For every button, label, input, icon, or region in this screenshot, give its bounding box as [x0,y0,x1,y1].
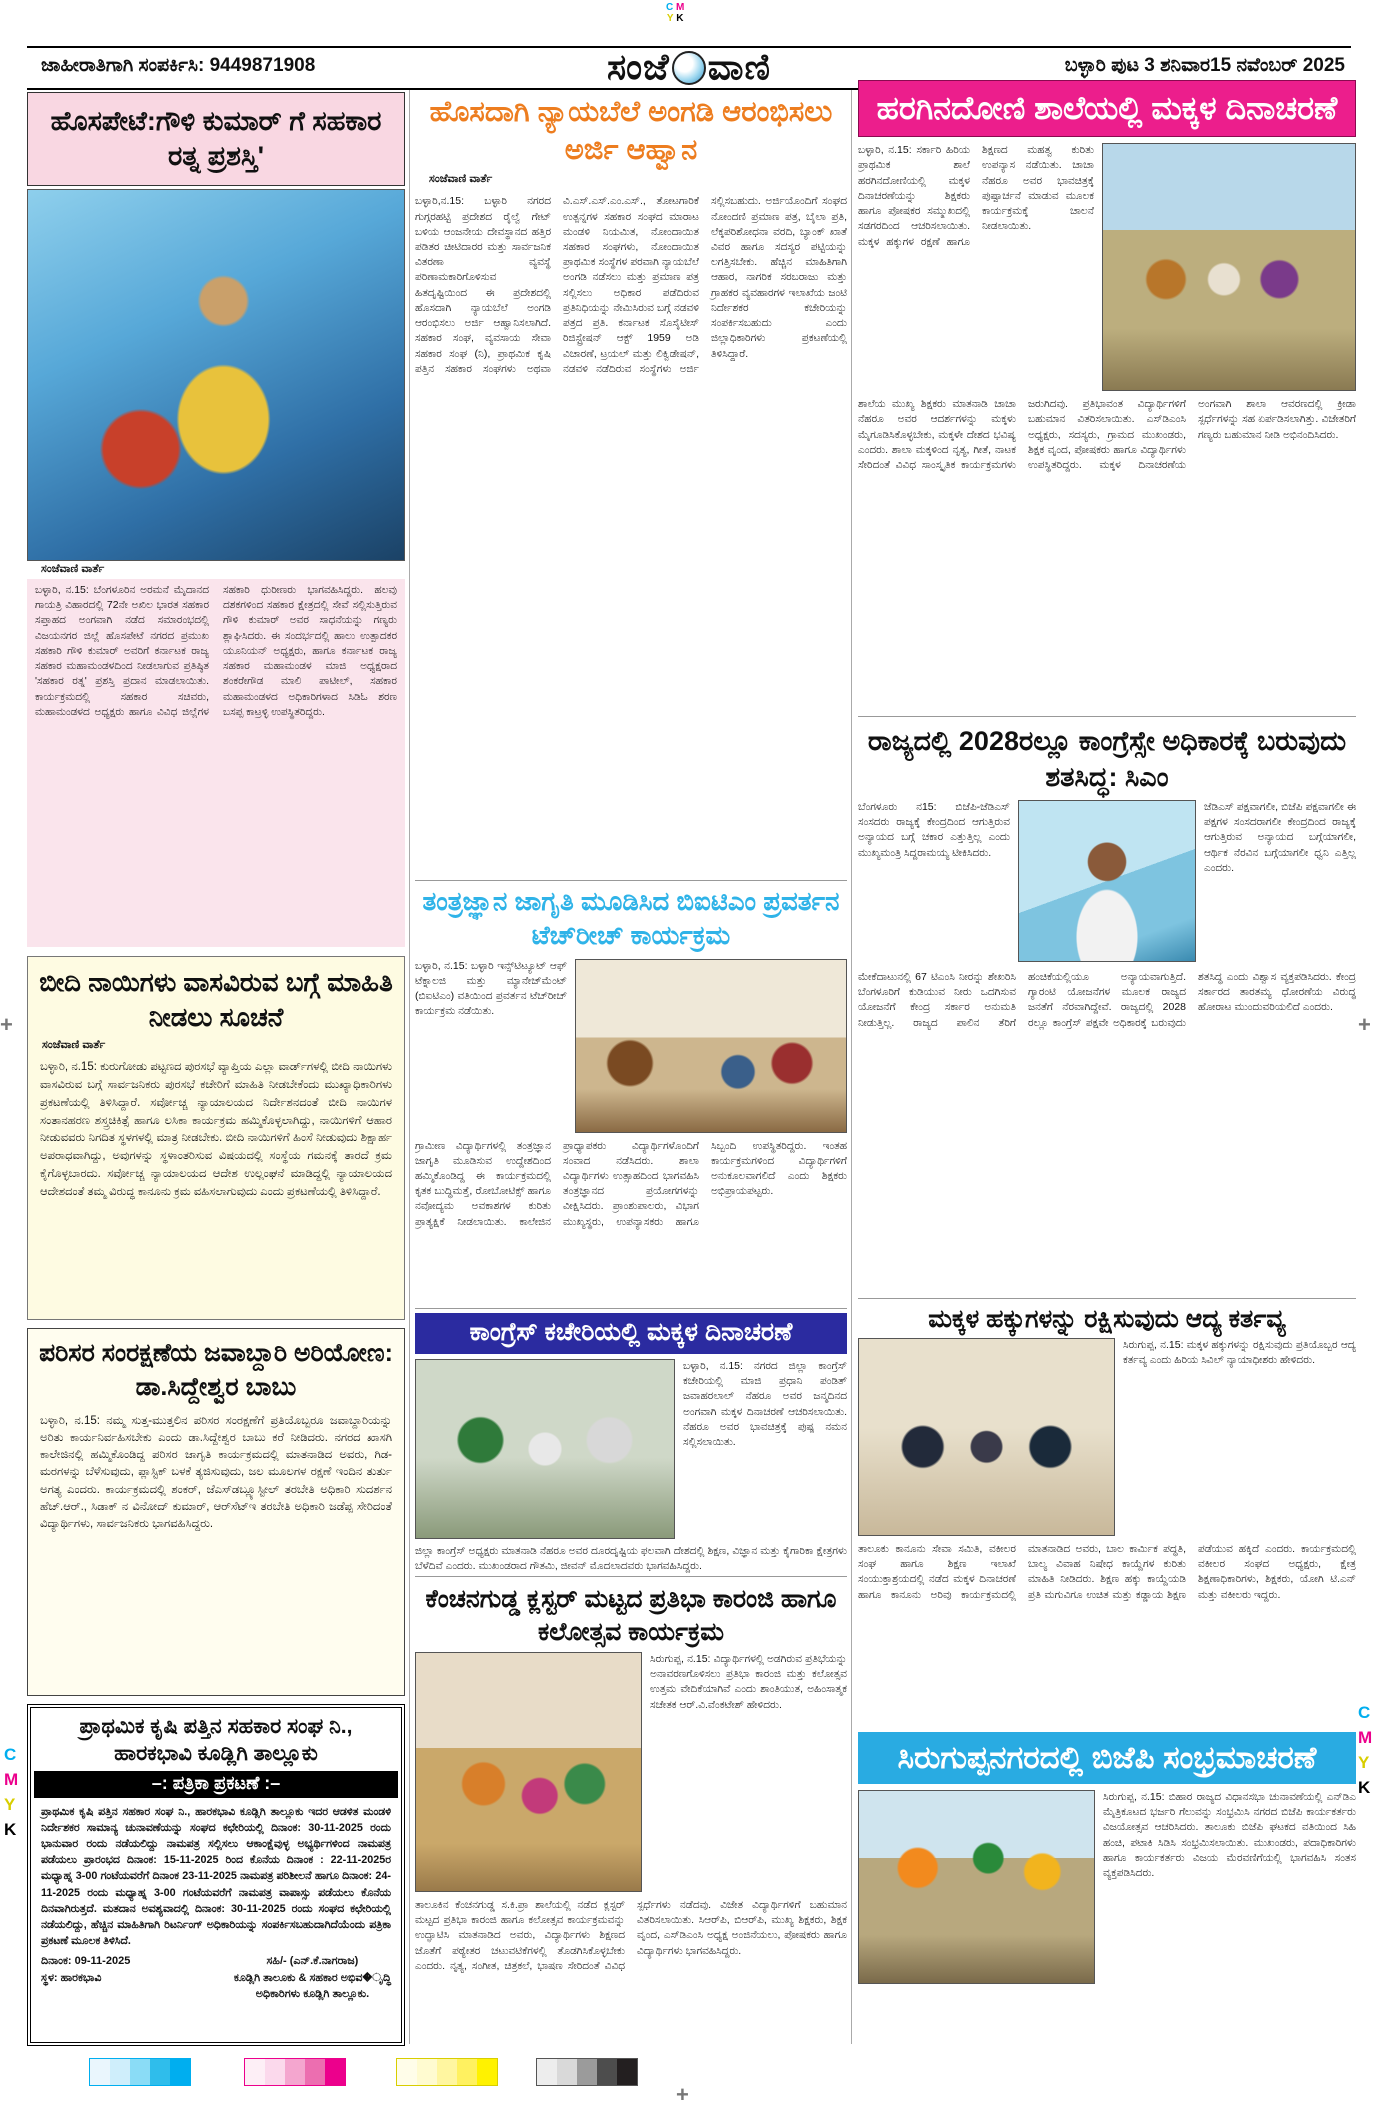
article-pratibha-photo [415,1652,642,1892]
cmyk-registration-mark [666,2,684,24]
article-pratibha-karanji [415,1576,847,2043]
crop-mark-right: + [1358,1012,1371,1037]
article-cm-headline: ರಾಜ್ಯದಲ್ಲಿ 2028ರಲ್ಲೂ ಕಾಂಗ್ರೆಸ್ಸೇ ಅಧಿಕಾರಕ್ಕೆ ಬರುವುದು ಶತಸಿದ್ಧ: ಸಿಎಂ [867,726,1347,793]
article-siruguppa-photo [858,1790,1095,1984]
article-children-rights [858,1298,1356,1729]
notice-signatory [234,1953,391,2003]
article-cm-body: ಮೇಕೆದಾಟುನಲ್ಲಿ 67 ಟಿಎಂಸಿ ನೀರನ್ನು ಶೇಖರಿಸಿ ಬೆಂಗಳೂರಿಗೆ ಕುಡಿಯುವ ನೀರು ಒದಗಿಸುವ ಯೋಜನೆಗೆ ಕೇಂದ್ರ ಸರ್ಕಾರ ಅನುಮತಿ ನೀಡುತ್ತಿಲ್ಲ. ರಾಜ್ಯದ ಪಾಲಿನ ತೆರಿಗೆ ಹಂಚಿಕೆಯಲ್ಲಿಯೂ ಅನ್ಯಾಯವಾಗುತ್ತಿದೆ. ಗ್ಯಾರಂಟಿ ಯೋಜನೆಗಳ ಮೂಲಕ ರಾಜ್ಯದ ಜನತೆಗೆ ನೆರವಾಗಿದ್ದೇವೆ. ರಾಜ್ಯದಲ್ಲಿ 2028 ರಲ್ಲೂ ಕಾಂಗ್ರೆಸ್ ಪಕ್ಷವೇ ಅಧಿಕಾರಕ್ಕೆ ಬರುವುದು ಶತಸಿದ್ಧ ಎಂದು ವಿಶ್ವಾಸ ವ್ಯಕ್ತಪಡಿಸಿದರು. ಕೇಂದ್ರ ಸರ್ಕಾರದ ತಾರತಮ್ಯ ಧೋರಣೆಯ ವಿರುದ್ಧ ಹೋರಾಟ ಮುಂದುವರಿಯಲಿದೆ ಎಂದರು. [858,970,1356,1029]
yellow-letter: Y [4,1795,16,1814]
article-congress-photo [415,1359,675,1539]
article-congress-body: ಜಿಲ್ಲಾ ಕಾಂಗ್ರೆಸ್ ಅಧ್ಯಕ್ಷರು ಮಾತನಾಡಿ ನೆಹರೂ ಅವರ ದೂರದೃಷ್ಟಿಯ ಫಲವಾಗಿ ದೇಶದಲ್ಲಿ ಶಿಕ್ಷಣ, ವಿಜ್ಞಾನ ಮತ್ತು ಕೈಗಾರಿಕಾ ಕ್ಷೇತ್ರಗಳು ಬೆಳೆದಿವೆ ಎಂದರು. ಮುಖಂಡರಾದ ಗೌತಮಿ, ಜೀವನ್ ಮೊದಲಾದವರು ಭಾಗವಹಿಸಿದ್ದರು. [415,1545,847,1573]
article-haraginadoni [858,80,1356,714]
magenta-letter: M [4,1770,19,1789]
article-pratibha-body: ತಾಲೂಕಿನ ಕೆಂಚನಗುಡ್ಡ ಸ.ಕಿ.ಪ್ರಾ ಶಾಲೆಯಲ್ಲಿ ನಡೆದ ಕ್ಲಸ್ಟರ್ ಮಟ್ಟದ ಪ್ರತಿಭಾ ಕಾರಂಜಿ ಹಾಗೂ ಕಲೋತ್ಸವ ಕಾರ್ಯಕ್ರಮವನ್ನು ಉದ್ಘಾಟಿಸಿ ಮಾತನಾಡಿದ ಅವರು, ವಿದ್ಯಾರ್ಥಿಗಳು ಶಿಕ್ಷಣದ ಜೊತೆಗೆ ಪಠ್ಯೇತರ ಚಟುವಟಿಕೆಗಳಲ್ಲಿ ತೊಡಗಿಸಿಕೊಳ್ಳಬೇಕು ಎಂದರು. ನೃತ್ಯ, ಸಂಗೀತ, ಚಿತ್ರಕಲೆ, ಭಾಷಣ ಸೇರಿದಂತೆ ವಿವಿಧ ಸ್ಪರ್ಧೆಗಳು ನಡೆದವು. ವಿಜೇತ ವಿದ್ಯಾರ್ಥಿಗಳಿಗೆ ಬಹುಮಾನ ವಿತರಿಸಲಾಯಿತು. ಸಿಆರ್‌ಪಿ, ಬಿಆರ್‌ಪಿ, ಮುಖ್ಯ ಶಿಕ್ಷಕರು, ಶಿಕ್ಷಕ ವೃಂದ, ಎಸ್‌ಡಿಎಂಸಿ ಅಧ್ಯಕ್ಷ ಅಂಜಿನೆಯಲು, ಪೋಷಕರು ಹಾಗೂ ವಿದ್ಯಾರ್ಥಿಗಳು ಭಾಗವಹಿಸಿದ್ದರು. [415,1899,847,1972]
magenta-letter: M [1358,1728,1373,1747]
newspaper-logo [607,46,771,89]
notice-society-name [31,1708,401,1771]
notice-date: ದಿನಾಂಕ: 09-11-2025 [41,1955,131,1968]
press-notice-box [27,1704,405,2046]
article-ration-body: ಬಳ್ಳಾರಿ,ನ.15: ಬಳ್ಳಾರಿ ನಗರದ ಗುಗ್ಗರಹಟ್ಟಿ ಪ್ರದೇಶದ ರೈಲ್ವೆ ಗೇಟ್ ಬಳಿಯ ಆಂಜನೇಯ ದೇವಸ್ಥಾನದ ಹತ್ತಿರ ಪಡಿತರ ಚೀಟಿದಾರರ ಮತ್ತು ಸಾರ್ವಜನಿಕ ವಿತರಣಾ ವ್ಯವಸ್ಥೆ ಪರಿಣಾಮಕಾರಿಗೊಳಿಸುವ ಹಿತದೃಷ್ಟಿಯಿಂದ ಈ ಪ್ರದೇಶದಲ್ಲಿ ಹೊಸದಾಗಿ ನ್ಯಾಯಬೆಲೆ ಅಂಗಡಿ ಆರಂಭಿಸಲು ಅರ್ಜಿ ಆಹ್ವಾನಿಸಲಾಗಿದೆ. ಸಹಕಾರ ಸಂಘ, ವ್ಯವಸಾಯ ಸೇವಾ ಸಹಕಾರ ಸಂಘ (ನಿ), ಪ್ರಾಥಮಿಕ ಕೃಷಿ ಪತ್ತಿನ ಸಹಕಾರ ಸಂಘಗಳು ಅಥವಾ ವಿ.ಎಸ್.ಎಸ್.ಎಂ.ಎಸ್., ತೋಟಗಾರಿಕೆ ಉತ್ಪನ್ನಗಳ ಸಹಕಾರ ಸಂಘದ ಮಾರಾಟ ಮಂಡಳಿ ನಿಯಮಿತ, ನೋಂದಾಯಿತ ಸಹಕಾರ ಸಂಘಗಳು, ನೋಂದಾಯಿತ ಪ್ರಾಥಮಿಕ ಸಂಸ್ಥೆಗಳ ಪರವಾಗಿ ನ್ಯಾಯಬೆಲೆ ಅಂಗಡಿ ನಡೆಸಲು ಮತ್ತು ಪ್ರಮಾಣ ಪತ್ರ ಸಲ್ಲಿಸಲು ಅಧಿಕಾರ ಪಡೆದಿರುವ ಪ್ರತಿನಿಧಿಯನ್ನು ನೇಮಿಸಿರುವ ಬಗ್ಗೆ ನಡವಳಿ ಪತ್ರದ ಪ್ರತಿ. ಕರ್ನಾಟಕ ಸೊಸೈಟೀಸ್ ರಿಜಿಸ್ಟ್ರೇಷನ್ ಆಕ್ಟ್ 1959 ಅಡಿ ವಿಚಾರಣೆ, ಟ್ರಯಲ್ ಮತ್ತು ಲಿಕ್ವಿಡೇಷನ್, ನಡವಳಿ ನಡೆದಿರುವ ಸಂಸ್ಥೆಗಳು ಅರ್ಜಿ ಸಲ್ಲಿಸಬಹುದು. ಅರ್ಜಿಯೊಂದಿಗೆ ಸಂಘದ ನೋಂದಣಿ ಪ್ರಮಾಣ ಪತ್ರ, ಬೈಲಾ ಪ್ರತಿ, ಲೆಕ್ಕಪರಿಶೋಧನಾ ವರದಿ, ಬ್ಯಾಂಕ್ ಖಾತೆ ವಿವರ ಹಾಗೂ ಸದಸ್ಯರ ಪಟ್ಟಿಯನ್ನು ಲಗತ್ತಿಸಬೇಕು. ಹೆಚ್ಚಿನ ಮಾಹಿತಿಗಾಗಿ ಆಹಾರ, ನಾಗರಿಕ ಸರಬರಾಜು ಮತ್ತು ಗ್ರಾಹಕರ ವ್ಯವಹಾರಗಳ ಇಲಾಖೆಯ ಜಂಟಿ ನಿರ್ದೇಶಕರ ಕಚೇರಿಯನ್ನು ಸಂಪರ್ಕಿಸಬಹುದು ಎಂದು ಜಿಲ್ಲಾಧಿಕಾರಿಗಳು ಪ್ರಕಟಣೆಯಲ್ಲಿ ತಿಳಿಸಿದ್ದಾರೆ. [415,195,847,375]
notice-head-line1: ಪ್ರಾಥಮಿಕ ಕೃಷಿ ಪತ್ತಿನ ಸಹಕಾರ ಸಂಘ ನಿ., [79,1715,353,1738]
article-haraginadoni-headline: ಹರಗಿನದೋಣಿ ಶಾಲೆಯಲ್ಲಿ ಮಕ್ಕಳ ದಿನಾಚರಣೆ [858,80,1356,137]
article-techreach-body: ಗ್ರಾಮೀಣ ವಿದ್ಯಾರ್ಥಿಗಳಲ್ಲಿ ತಂತ್ರಜ್ಞಾನ ಜಾಗೃತಿ ಮೂಡಿಸುವ ಉದ್ದೇಶದಿಂದ ಹಮ್ಮಿಕೊಂಡಿದ್ದ ಈ ಕಾರ್ಯಕ್ರಮದಲ್ಲಿ ಕೃತಕ ಬುದ್ಧಿಮತ್ತೆ, ರೋಬೋಟಿಕ್ಸ್ ಹಾಗೂ ನವೋದ್ಯಮ ಅವಕಾಶಗಳ ಕುರಿತು ಪ್ರಾತ್ಯಕ್ಷಿಕೆ ನೀಡಲಾಯಿತು. ಕಾಲೇಜಿನ ಪ್ರಾಧ್ಯಾಪಕರು ವಿದ್ಯಾರ್ಥಿಗಳೊಂದಿಗೆ ಸಂವಾದ ನಡೆಸಿದರು. ಶಾಲಾ ವಿದ್ಯಾರ್ಥಿಗಳು ಉತ್ಸಾಹದಿಂದ ಭಾಗವಹಿಸಿ ತಂತ್ರಜ್ಞಾನದ ಪ್ರಯೋಗಗಳನ್ನು ವೀಕ್ಷಿಸಿದರು. ಪ್ರಾಂಶುಪಾಲರು, ವಿಭಾಗ ಮುಖ್ಯಸ್ಥರು, ಉಪನ್ಯಾಸಕರು ಹಾಗೂ ಸಿಬ್ಬಂದಿ ಉಪಸ್ಥಿತರಿದ್ದರು. ಇಂತಹ ಕಾರ್ಯಕ್ರಮಗಳಿಂದ ವಿದ್ಯಾರ್ಥಿಗಳಿಗೆ ಅನುಕೂಲವಾಗಲಿದೆ ಎಂದು ಶಿಕ್ಷಕರು ಅಭಿಪ್ರಾಯಪಟ್ಟರು. [415,1139,847,1228]
article-dogs-body: ಬಳ್ಳಾರಿ, ನ.15: ಕುರುಗೋಡು ಪಟ್ಟಣದ ಪುರಸಭೆ ವ್ಯಾಪ್ತಿಯ ಎಲ್ಲಾ ವಾರ್ಡ್‌ಗಳಲ್ಲಿ ಬೀದಿ ನಾಯಿಗಳು ವಾಸವಿರುವ ಬಗ್ಗೆ ಸಾರ್ವಜನಿಕರು ಪುರಸಭೆ ಕಚೇರಿಗೆ ಮಾಹಿತಿ ನೀಡಬೇಕೆಂದು ಮುಖ್ಯಾಧಿಕಾರಿಗಳು ಪ್ರಕಟಣೆಯಲ್ಲಿ ತಿಳಿಸಿದ್ದಾರೆ. ಸರ್ವೋಚ್ಚ ನ್ಯಾಯಾಲಯದ ನಿರ್ದೇಶನದಂತೆ ಬೀದಿ ನಾಯಿಗಳ ಸಂತಾನಹರಣ ಶಸ್ತ್ರಚಿಕಿತ್ಸೆ ಹಾಗೂ ಲಸಿಕಾ ಕಾರ್ಯಕ್ರಮ ಹಮ್ಮಿಕೊಳ್ಳಲಾಗಿದ್ದು, ನಾಯಿಗಳಿಗೆ ಆಹಾರ ನೀಡುವವರು ನಿಗದಿತ ಸ್ಥಳಗಳಲ್ಲಿ ಮಾತ್ರ ನೀಡಬೇಕು. ಬೀದಿ ನಾಯಿಗಳಿಗೆ ಹಿಂಸೆ ನೀಡುವುದು ಶಿಕ್ಷಾರ್ಹ ಅಪರಾಧವಾಗಿದ್ದು, ಅವುಗಳನ್ನು ಸ್ಥಳಾಂತರಿಸುವ ವಿಷಯದಲ್ಲಿ ಸಂಸ್ಥೆಯ ಗಮನಕ್ಕೆ ತಾರದೆ ಕ್ರಮ ಕೈಗೊಳ್ಳಬಾರದು. ಸರ್ವೋಚ್ಚ ನ್ಯಾಯಾಲಯದ ಆದೇಶ ಉಲ್ಲಂಘನೆ ಮಾಡಿದ್ದಲ್ಲಿ ನ್ಯಾಯಾಲಯದ ಆದೇಶದಂತೆ ತಮ್ಮ ವಿರುದ್ಧ ಕಾನೂನು ಕ್ರಮ ವಹಿಸಲಾಗುವುದು ಎಂದು ಪ್ರಕಟಣೆಯಲ್ಲಿ ತಿಳಿಸಿದ್ದಾರೆ. [40,1061,392,1198]
column-divider [851,90,852,2044]
article-award-body: ಬಳ್ಳಾರಿ, ನ.15: ಬೆಂಗಳೂರಿನ ಅರಮನೆ ಮೈದಾನದ ಗಾಯತ್ರಿ ವಿಹಾರದಲ್ಲಿ 72ನೇ ಅಖಿಲ ಭಾರತ ಸಹಕಾರ ಸಪ್ತಾಹದ ಅಂಗವಾಗಿ ನಡೆದ ಸಮಾರಂಭದಲ್ಲಿ ವಿಜಯನಗರ ಜಿಲ್ಲೆ ಹೊಸಪೇಟೆ ನಗರದ ಪ್ರಮುಖ ಸಹಕಾರಿ ಗೌಳಿ ಕುಮಾರ್ ಅವರಿಗೆ ಕರ್ನಾಟಕ ರಾಜ್ಯ ಸಹಕಾರ ಮಹಾಮಂಡಳದಿಂದ ನೀಡಲಾಗುವ ಪ್ರತಿಷ್ಠಿತ 'ಸಹಕಾರ ರತ್ನ' ಪ್ರಶಸ್ತಿ ಪ್ರದಾನ ಮಾಡಲಾಯಿತು. ಕಾರ್ಯಕ್ರಮದಲ್ಲಿ ಸಹಕಾರ ಸಚಿವರು, ಮಹಾಮಂಡಳದ ಅಧ್ಯಕ್ಷರು ಹಾಗೂ ವಿವಿಧ ಜಿಲ್ಲೆಗಳ ಸಹಕಾರಿ ಧುರೀಣರು ಭಾಗವಹಿಸಿದ್ದರು. ಹಲವು ದಶಕಗಳಿಂದ ಸಹಕಾರ ಕ್ಷೇತ್ರದಲ್ಲಿ ಸೇವೆ ಸಲ್ಲಿಸುತ್ತಿರುವ ಗೌಳಿ ಕುಮಾರ್ ಅವರ ಸಾಧನೆಯನ್ನು ಗಣ್ಯರು ಶ್ಲಾಘಿಸಿದರು. ಈ ಸಂದರ್ಭದಲ್ಲಿ ಹಾಲು ಉತ್ಪಾದಕರ ಯೂನಿಯನ್ ಅಧ್ಯಕ್ಷರು, ಹಾಗೂ ಕರ್ನಾಟಕ ರಾಜ್ಯ ಸಹಕಾರ ಮಹಾಮಂಡಳ ಮಾಜಿ ಅಧ್ಯಕ್ಷರಾದ ಶಂಕರೇಗೌಡ ಮಾಲಿ ಪಾಟೀಲ್, ಸಹಕಾರ ಮಹಾಮಂಡಳದ ಅಧಿಕಾರಿಗಳಾದ ಸಿಡಿಓ ಶರಣ ಬಸಪ್ಪ ಕಾಟ್ರಳ್ಳಿ ಉಪಸ್ಥಿತರಿದ್ದರು. [27,579,405,947]
notice-signature-block [31,1951,401,2009]
cmyk-letters-left [4,1742,18,1842]
byline: ಸಂಜೆವಾಣಿ ವಾರ್ತೆ [41,563,105,575]
article-congress-headline: ಕಾಂಗ್ರೆಸ್ ಕಚೇರಿಯಲ್ಲಿ ಮಕ್ಕಳ ದಿನಾಚರಣೆ [415,1313,847,1354]
article-techreach-intro: ಬಳ್ಳಾರಿ, ನ.15: ಬಳ್ಳಾರಿ ಇನ್ಸ್‌ಟಿಟ್ಯೂಟ್ ಆಫ್ ಟೆಕ್ನಾಲಜಿ ಮತ್ತು ಮ್ಯಾನೇಜ್‌ಮೆಂಟ್ (ಬಿಐಟಿಎಂ) ವತಿಯಿಂದ ಪ್ರವರ್ತನ ಟೆಚ್‌ರೀಚ್ ಕಾರ್ಯಕ್ರಮ ನಡೆಯಿತು. [415,959,567,1018]
yellow-letter: Y [1358,1753,1370,1772]
article-dogs-headline: ಬೀದಿ ನಾಯಿಗಳು ವಾಸವಿರುವ ಬಗ್ಗೆ ಮಾಹಿತಿ ನೀಡಲು ಸೂಚನೆ [39,967,393,1033]
article-environment-headline: ಪರಿಸರ ಸಂರಕ್ಷಣೆಯ ಜವಾಬ್ದಾರಿ ಅರಿಯೋಣ: ಡಾ.ಸಿದ್ದೇಶ್ವರ ಬಾಬು [39,1339,393,1401]
article-techreach-photo [575,959,847,1133]
notice-press-release-bar: –: ಪತ್ರಿಕಾ ಪ್ರಕಟಣೆ :– [34,1771,398,1798]
article-rights-photo [858,1338,1115,1536]
article-siruguppa-body: ಸಿರುಗುಪ್ಪ, ನ.15: ಬಿಹಾರ ರಾಜ್ಯದ ವಿಧಾನಸಭಾ ಚುನಾವಣೆಯಲ್ಲಿ ಎನ್‌ಡಿಎ ಮೈತ್ರಿಕೂಟದ ಭರ್ಜರಿ ಗೆಲುವನ್ನು ಸಂಭ್ರಮಿಸಿ ನಗರದ ಬಿಜೆಪಿ ಕಾರ್ಯಕರ್ತರು ವಿಜಯೋತ್ಸವ ಆಚರಿಸಿದರು. ತಾಲೂಕು ಬಿಜೆಪಿ ಘಟಕದ ವತಿಯಿಂದ ಸಿಹಿ ಹಂಚಿ, ಪಟಾಕಿ ಸಿಡಿಸಿ ಸಂಭ್ರಮಿಸಲಾಯಿತು. ಮುಖಂಡರು, ಪದಾಧಿಕಾರಿಗಳು ಹಾಗೂ ಕಾರ್ಯಕರ್ತರು ವಿಜಯ ಮೆರವಣಿಗೆಯಲ್ಲಿ ಭಾಗವಹಿಸಿ ಸಂತಸ ವ್ಯಕ್ತಪಡಿಸಿದರು. [1103,1790,1356,1879]
black-letter: K [4,1820,17,1839]
black-calibration-bar [536,2058,638,2086]
article-cm-photo [1018,800,1196,962]
yellow-calibration-bar [396,2058,498,2086]
cmyk-letters-right [1358,1700,1372,1800]
yellow-letter: Y [666,13,674,24]
article-congress-childrens-day [415,1308,847,1573]
article-dogs [27,956,405,1320]
article-rights-body: ತಾಲೂಕು ಕಾನೂನು ಸೇವಾ ಸಮಿತಿ, ವಕೀಲರ ಸಂಘ ಹಾಗೂ ಶಿಕ್ಷಣ ಇಲಾಖೆ ಸಂಯುಕ್ತಾಶ್ರಯದಲ್ಲಿ ನಡೆದ ಮಕ್ಕಳ ದಿನಾಚರಣೆ ಹಾಗೂ ಕಾನೂನು ಅರಿವು ಕಾರ್ಯಕ್ರಮದಲ್ಲಿ ಮಾತನಾಡಿದ ಅವರು, ಬಾಲ ಕಾರ್ಮಿಕ ಪದ್ಧತಿ, ಬಾಲ್ಯ ವಿವಾಹ ನಿಷೇಧ ಕಾಯ್ದೆಗಳ ಕುರಿತು ಮಾಹಿತಿ ನೀಡಿದರು. ಶಿಕ್ಷಣ ಹಕ್ಕು ಕಾಯ್ದೆಯಡಿ ಪ್ರತಿ ಮಗುವಿಗೂ ಉಚಿತ ಮತ್ತು ಕಡ್ಡಾಯ ಶಿಕ್ಷಣ ಪಡೆಯುವ ಹಕ್ಕಿದೆ ಎಂದರು. ಕಾರ್ಯಕ್ರಮದಲ್ಲಿ ವಕೀಲರ ಸಂಘದ ಅಧ್ಯಕ್ಷರು, ಕ್ಷೇತ್ರ ಶಿಕ್ಷಣಾಧಿಕಾರಿಗಳು, ಶಿಕ್ಷಕರು, ಯೋಗಿ ಟಿ.ಎನ್ ಮತ್ತು ವಕೀಲರು ಇದ್ದರು. [858,1543,1356,1601]
article-haraginadoni-intro: ಬಳ್ಳಾರಿ, ನ.15: ಸರ್ಕಾರಿ ಹಿರಿಯ ಪ್ರಾಥಮಿಕ ಶಾಲೆ ಹರಗಿನದೋಣಿಯಲ್ಲಿ ಮಕ್ಕಳ ದಿನಾಚರಣೆಯನ್ನು ಶಿಕ್ಷಕರು ಹಾಗೂ ಪೋಷಕರ ಸಮ್ಮುಖದಲ್ಲಿ ಸಡಗರದಿಂದ ಆಚರಿಸಲಾಯಿತು. ಮಕ್ಕಳ ಹಕ್ಕುಗಳ ರಕ್ಷಣೆ ಹಾಗೂ ಶಿಕ್ಷಣದ ಮಹತ್ವ ಕುರಿತು ಉಪನ್ಯಾಸ ನಡೆಯಿತು. ಚಾಚಾ ನೆಹರೂ ಅವರ ಭಾವಚಿತ್ರಕ್ಕೆ ಪುಷ್ಪಾರ್ಚನೆ ಮಾಡುವ ಮೂಲಕ ಕಾರ್ಯಕ್ರಮಕ್ಕೆ ಚಾಲನೆ ನೀಡಲಾಯಿತು. [858,144,1094,248]
article-ration-shop [415,92,847,872]
article-pratibha-headline: ಕೆಂಚನಗುಡ್ಡ ಕ್ಲಸ್ಟರ್ ಮಟ್ಟದ ಪ್ರತಿಭಾ ಕಾರಂಜಿ ಹಾಗೂ ಕಲೋತ್ಸವ ಕಾರ್ಯಕ್ರಮ [425,1585,837,1646]
notice-sign-title1: ಕೂಡ್ಲಿಗಿ ತಾಲೂಕು & ಸಹಕಾರ ಅಭಿವ�ೃದ್ಧಿ [233,1971,391,1984]
notice-sign-title2: ಅಧಿಕಾರಿಗಳು ಕೂಡ್ಲಿಗಿ ತಾಲ್ಲೂಕು. [255,1988,370,2001]
crop-mark-left: + [0,1012,13,1037]
article-pratibha-intro: ಸಿರುಗುಪ್ಪ, ನ.15: ವಿದ್ಯಾರ್ಥಿಗಳಲ್ಲಿ ಅಡಗಿರುವ ಪ್ರತಿಭೆಯನ್ನು ಅನಾವರಣಗೊಳಿಸಲು ಪ್ರತಿಭಾ ಕಾರಂಜಿ ಮತ್ತು ಕಲೋತ್ಸವ ಉತ್ತಮ ವೇದಿಕೆಯಾಗಿವೆ ಎಂದು ಶಾಂತಿಯುತ, ಅಹಿಂಸಾತ್ಮಕ ಸಚೇತಕ ಆರ್.ವಿ.ವೆಂಕಟೇಶ್ ಹೇಳಿದರು. [650,1653,847,1711]
logo-text-right: ವಾಣಿ [707,46,772,87]
article-rights-intro: ಸಿರುಗುಪ್ಪ, ನ.15: ಮಕ್ಕಳ ಹಕ್ಕುಗಳನ್ನು ರಕ್ಷಿಸುವುದು ಪ್ರತಿಯೊಬ್ಬರ ಆದ್ಯ ಕರ್ತವ್ಯ ಎಂದು ಹಿರಿಯ ಸಿವಿಲ್ ನ್ಯಾಯಾಧೀಶರು ಹೇಳಿದರು. [1123,1339,1356,1367]
article-techreach-headline: ತಂತ್ರಜ್ಞಾನ ಜಾಗೃತಿ ಮೂಡಿಸಿದ ಬಿಐಟಿಎಂ ಪ್ರವರ್ತನ ಟೆಚ್‌ರೀಚ್ ಕಾರ್ಯಕ್ರಮ [422,886,840,950]
article-award-headline: ಹೊಸಪೇಟೆ:ಗೌಳಿ ಕುಮಾರ್ ಗೆ ಸಹಕಾರ ರತ್ನ ಪ್ರಶಸ್ತಿ' [27,92,405,186]
magenta-letter: M [676,2,685,13]
black-letter: K [1358,1778,1371,1797]
logo-text-left: ಸಂಜೆ [606,46,670,87]
article-cm-col-left: ಬೆಂಗಳೂರು ನ15: ಬಿಜೆಪಿ-ಜೆಡಿಎಸ್ ಸಂಸದರು ರಾಜ್ಯಕ್ಕೆ ಕೇಂದ್ರದಿಂದ ಆಗುತ್ತಿರುವ ಅನ್ಯಾಯದ ಬಗ್ಗೆ ಚಕಾರ ಎತ್ತುತ್ತಿಲ್ಲ ಎಂದು ಮುಖ್ಯಮಂತ್ರಿ ಸಿದ್ದರಾಮಯ್ಯ ಟೀಕಿಸಿದರು. [858,800,1010,859]
notice-body: ಪ್ರಾಥಮಿಕ ಕೃಷಿ ಪತ್ತಿನ ಸಹಕಾರ ಸಂಘ ನಿ., ಹಾರಕಭಾವಿ ಕೂಡ್ಲಿಗಿ ತಾಲ್ಲೂಕು ಇದರ ಆಡಳಿತ ಮಂಡಳಿ ನಿರ್ದೇಶಕರ ಸಾಮಾನ್ಯ ಚುನಾವಣೆಯನ್ನು ಸಂಘದ ಕಛೇರಿಯಲ್ಲಿ ದಿನಾಂಕ: 30-11-2025 ರಂದು ಭಾನುವಾರ ರಂದು ನಡೆಯಲಿದ್ದು ನಾಮಪತ್ರ ಸಲ್ಲಿಸಲು ಆಕಾಂಕ್ಷೆವುಳ್ಳ ಅಭ್ಯರ್ಥಿಗಳಿಂದ ನಾಮಪತ್ರ ಪಡೆಯಲು ಪ್ರಾರಂಭದ ದಿನಾಂಕ: 15-11-2025 ರಿಂದ ಕೊನೆಯ ದಿನಾಂಕ : 22-11-2025ರ ಮಧ್ಯಾಹ್ನ 3-00 ಗಂಟೆಯವರೆಗೆ ದಿನಾಂಕ 23-11-2025 ನಾಮಪತ್ರ ಪರಿಶೀಲನೆ ಹಾಗೂ ದಿನಾಂಕ: 24-11-2025 ರಂದು ಮಧ್ಯಾಹ್ನ 3-00 ಗಂಟೆಯವರೆಗೆ ನಾಮಪತ್ರ ವಾಪಾಸ್ಸು ಪಡೆಯಲು ಕೊನೆಯ ದಿನವಾಗಿರುತ್ತದೆ. ಮತದಾನ ಅವಶ್ಯವಾದಲ್ಲಿ ದಿನಾಂಕ: 30-11-2025 ರಂದು ಸಂಘದ ಕಛೇರಿಯಲ್ಲಿ ನಡೆಯಲಿದ್ದು, ಹೆಚ್ಚಿನ ಮಾಹಿತಿಗಾಗಿ ರಿಟರ್ನಿಂಗ್ ಅಧಿಕಾರಿಯನ್ನು ಸಂಪರ್ಕಿಸಬಹುದಾಗಿದೆಯೆಂದು ಪತ್ರಿಕಾ ಪ್ರಕಟಣೆ ಮೂಲಕ ತಿಳಿಸಿದೆ. [41,1805,391,1948]
article-award-photo [27,189,405,561]
article-award [27,92,405,948]
advert-contact-line: ಜಾಹೀರಾತಿಗಾಗಿ ಸಂಪರ್ಕಿಸಿ: 9449871908 [41,55,316,76]
cyan-letter: C [666,2,674,13]
article-environment [27,1328,405,1696]
cyan-calibration-bar [89,2058,191,2086]
article-siruguppa-headline: ಸಿರುಗುಪ್ಪನಗರದಲ್ಲಿ ಬಿಜೆಪಿ ಸಂಭ್ರಮಾಚರಣೆ [858,1732,1356,1784]
article-cm-col-right: ಜೆಡಿಎಸ್ ಪಕ್ಷವಾಗಲೀ, ಬಿಜೆಪಿ ಪಕ್ಷವಾಗಲೀ ಈ ಪಕ್ಷಗಳ ಸಂಸದರಾಗಲೀ ಕೇಂದ್ರದಿಂದ ರಾಜ್ಯಕ್ಕೆ ಆಗುತ್ತಿರುವ ಅನ್ಯಾಯದ ಬಗ್ಗೆಯಾಗಲೀ, ಆರ್ಥಿಕ ನೆರವಿನ ಬಗ್ಗೆಯಾಗಲೀ ಧ್ವನಿ ಎತ್ತಿಲ್ಲ ಎಂದರು. [1204,800,1356,874]
cyan-letter: C [1358,1703,1371,1722]
magenta-calibration-bar [244,2058,346,2086]
black-letter: K [676,13,684,24]
cyan-letter: C [4,1745,17,1764]
notice-head-line2: ಹಾರಕಭಾವಿ ಕೂಡ್ಲಿಗಿ ತಾಲ್ಲೂಕು [114,1742,318,1766]
byline: ಸಂಜೆವಾಣಿ ವಾರ್ತೆ [429,173,493,186]
article-cm-congress-2028 [858,716,1356,1297]
crop-mark-bottom: + [676,2082,689,2107]
byline: ಸಂಜೆವಾಣಿ ವಾರ್ತೆ [42,1039,106,1052]
article-rights-headline: ಮಕ್ಕಳ ಹಕ್ಕುಗಳನ್ನು ರಕ್ಷಿಸುವುದು ಆದ್ಯ ಕರ್ತವ್ಯ [928,1305,1286,1333]
edition-date-line: ಬಳ್ಳಾರಿ ಪುಟ 3 ಶನಿವಾರ15 ನವೆಂಬರ್ 2025 [1064,55,1345,76]
article-congress-intro: ಬಳ್ಳಾರಿ, ನ.15: ನಗರದ ಜಿಲ್ಲಾ ಕಾಂಗ್ರೆಸ್ ಕಚೇರಿಯಲ್ಲಿ ಮಾಜಿ ಪ್ರಧಾನಿ ಪಂಡಿತ್ ಜವಾಹರಲಾಲ್ ನೆಹರೂ ಅವರ ಜನ್ಮದಿನದ ಅಂಗವಾಗಿ ಮಕ್ಕಳ ದಿನಾಚರಣೆ ಆಚರಿಸಲಾಯಿತು. ನೆಹರೂ ಅವರ ಭಾವಚಿತ್ರಕ್ಕೆ ಪುಷ್ಪ ನಮನ ಸಲ್ಲಿಸಲಾಯಿತು. [683,1360,847,1449]
logo-bird-icon [672,51,706,85]
article-haraginadoni-body: ಶಾಲೆಯ ಮುಖ್ಯ ಶಿಕ್ಷಕರು ಮಾತನಾಡಿ ಚಾಚಾ ನೆಹರೂ ಅವರ ಆದರ್ಶಗಳನ್ನು ಮಕ್ಕಳು ಮೈಗೂಡಿಸಿಕೊಳ್ಳಬೇಕು, ಮಕ್ಕಳೇ ದೇಶದ ಭವಿಷ್ಯ ಎಂದರು. ಶಾಲಾ ಮಕ್ಕಳಿಂದ ನೃತ್ಯ, ಗೀತೆ, ನಾಟಕ ಸೇರಿದಂತೆ ವಿವಿಧ ಸಾಂಸ್ಕೃತಿಕ ಕಾರ್ಯಕ್ರಮಗಳು ಜರುಗಿದವು. ಪ್ರತಿಭಾವಂತ ವಿದ್ಯಾರ್ಥಿಗಳಿಗೆ ಬಹುಮಾನ ವಿತರಿಸಲಾಯಿತು. ಎಸ್‌ಡಿಎಂಸಿ ಅಧ್ಯಕ್ಷರು, ಸದಸ್ಯರು, ಗ್ರಾಮದ ಮುಖಂಡರು, ಶಿಕ್ಷಕ ವೃಂದ, ಪೋಷಕರು ಹಾಗೂ ವಿದ್ಯಾರ್ಥಿಗಳು ಉಪಸ್ಥಿತರಿದ್ದರು. ಮಕ್ಕಳ ದಿನಾಚರಣೆಯ ಅಂಗವಾಗಿ ಶಾಲಾ ಆವರಣದಲ್ಲಿ ಕ್ರೀಡಾ ಸ್ಪರ್ಧೆಗಳನ್ನು ಸಹ ಏರ್ಪಡಿಸಲಾಗಿತ್ತು. ವಿಜೇತರಿಗೆ ಗಣ್ಯರು ಬಹುಮಾನ ನೀಡಿ ಅಭಿನಂದಿಸಿದರು. [858,398,1356,472]
notice-place: ಸ್ಥಳ: ಹಾರಕಭಾವಿ [41,1971,102,1984]
article-haraginadoni-photo [1102,143,1356,391]
notice-date-place [41,1953,130,2003]
column-divider [409,90,410,2044]
article-siruguppa-bjp [858,1732,1356,2042]
article-environment-body: ಬಳ್ಳಾರಿ, ನ.15: ನಮ್ಮ ಸುತ್ತ-ಮುತ್ತಲಿನ ಪರಿಸರ ಸಂರಕ್ಷಣೆಗೆ ಪ್ರತಿಯೊಬ್ಬರೂ ಜವಾಬ್ದಾರಿಯನ್ನು ಅರಿತು ಕಾರ್ಯನಿರ್ವಹಿಸಬೇಕು ಎಂದು ಡಾ.ಸಿದ್ದೇಶ್ವರ ಬಾಬು ಕರೆ ನೀಡಿದರು. ನಗರದ ಖಾಸಗಿ ಕಾಲೇಜಿನಲ್ಲಿ ಹಮ್ಮಿಕೊಂಡಿದ್ದ ಪರಿಸರ ಜಾಗೃತಿ ಕಾರ್ಯಕ್ರಮದಲ್ಲಿ ಮಾತನಾಡಿದ ಅವರು, ಗಿಡ-ಮರಗಳನ್ನು ಬೆಳೆಸುವುದು, ಪ್ಲಾಸ್ಟಿಕ್ ಬಳಕೆ ತ್ಯಜಿಸುವುದು, ಜಲ ಮೂಲಗಳ ರಕ್ಷಣೆ ಇಂದಿನ ತುರ್ತು ಅಗತ್ಯ ಎಂದರು. ಕಾರ್ಯಕ್ರಮದಲ್ಲಿ ಶಂಕರ್, ಜೆಎಸ್‌ಡಬ್ಲ್ಯೂಸ್ಟೀಲ್ ತರಬೇತಿ ಅಧಿಕಾರಿ ಸುದರ್ಶನ ಹೆಚ್.ಆರ್., ಸಿಡಾಕ್ ನ ವಿನೋದ್ ಕುಮಾರ್, ಆರ್‌ಸೆಟ್‌ಇ ತರಬೇತಿ ಅಧಿಕಾರಿ ಜಡೆಪ್ಪ ಸೇರಿದಂತೆ ವಿದ್ಯಾರ್ಥಿಗಳು, ಸಾರ್ವಜನಿಕರು ಭಾಗವಹಿಸಿದ್ದರು. [40,1414,392,1530]
article-ration-headline: ಹೊಸದಾಗಿ ನ್ಯಾಯಬೆಲೆ ಅಂಗಡಿ ಆರಂಭಿಸಲು ಅರ್ಜಿ ಆಹ್ವಾನ [429,96,833,166]
notice-sign-name: ಸಹಿ/- (ಎನ್.ಕೆ.ನಾಗರಾಜ) [266,1955,359,1968]
article-techreach [415,880,847,1305]
